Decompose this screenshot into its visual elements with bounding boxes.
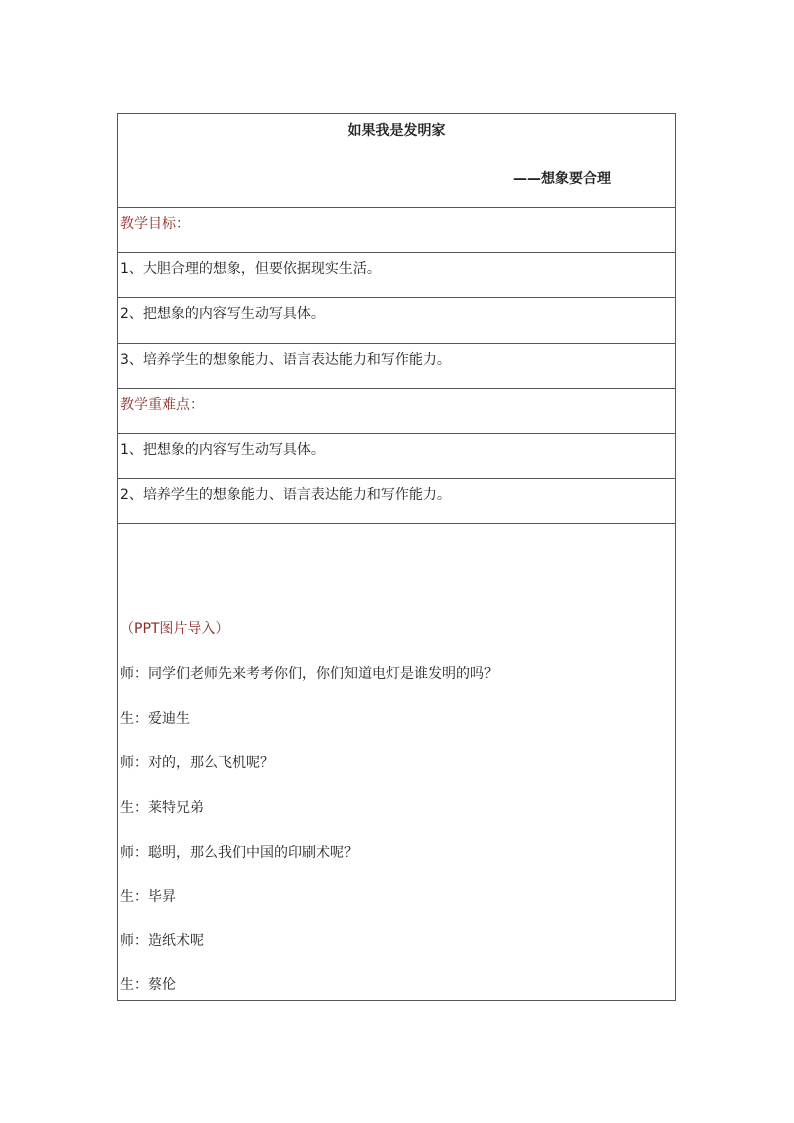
document-title: 如果我是发明家 <box>347 123 446 139</box>
key-point-row <box>118 479 675 524</box>
dialog-line: 生：蔡伦 <box>120 977 176 993</box>
key-points-heading: 教学重难点： <box>120 397 204 413</box>
lesson-intro: （PPT图片导入） <box>120 621 230 637</box>
dialog-line: 生：莱特兄弟 <box>120 800 204 816</box>
dialog-line: 师：同学们老师先来考考你们，你们知道电灯是谁发明的吗？ <box>120 666 498 682</box>
dialog-line: 师：造纸术呢 <box>120 933 204 949</box>
objectives-heading: 教学目标： <box>120 216 190 232</box>
key-points-heading-row <box>118 389 675 434</box>
dialog-line: 师：对的，那么飞机呢？ <box>120 755 274 771</box>
dialog-line: 师：聪明，那么我们中国的印刷术呢？ <box>120 845 358 861</box>
objectives-heading-row <box>118 208 675 253</box>
lesson-plan-table <box>117 113 676 1001</box>
objective-item: 3、培养学生的想象能力、语言表达能力和写作能力。 <box>120 352 451 368</box>
objective-row <box>118 253 675 298</box>
lesson-body <box>118 524 675 1000</box>
objective-item: 2、把想象的内容写生动写具体。 <box>120 306 325 322</box>
key-point-row <box>118 434 675 479</box>
key-point-item: 2、培养学生的想象能力、语言表达能力和写作能力。 <box>120 487 451 503</box>
objective-row <box>118 344 675 389</box>
objective-item: 1、大胆合理的想象，但要依据现实生活。 <box>120 261 381 277</box>
key-point-item: 1、把想象的内容写生动写具体。 <box>120 442 325 458</box>
dialog-line: 生：爱迪生 <box>120 711 190 727</box>
dialog-line: 生：毕昇 <box>120 889 176 905</box>
objective-row <box>118 298 675 344</box>
title-row <box>118 114 675 208</box>
document-subtitle: ——想象要合理 <box>513 171 611 187</box>
